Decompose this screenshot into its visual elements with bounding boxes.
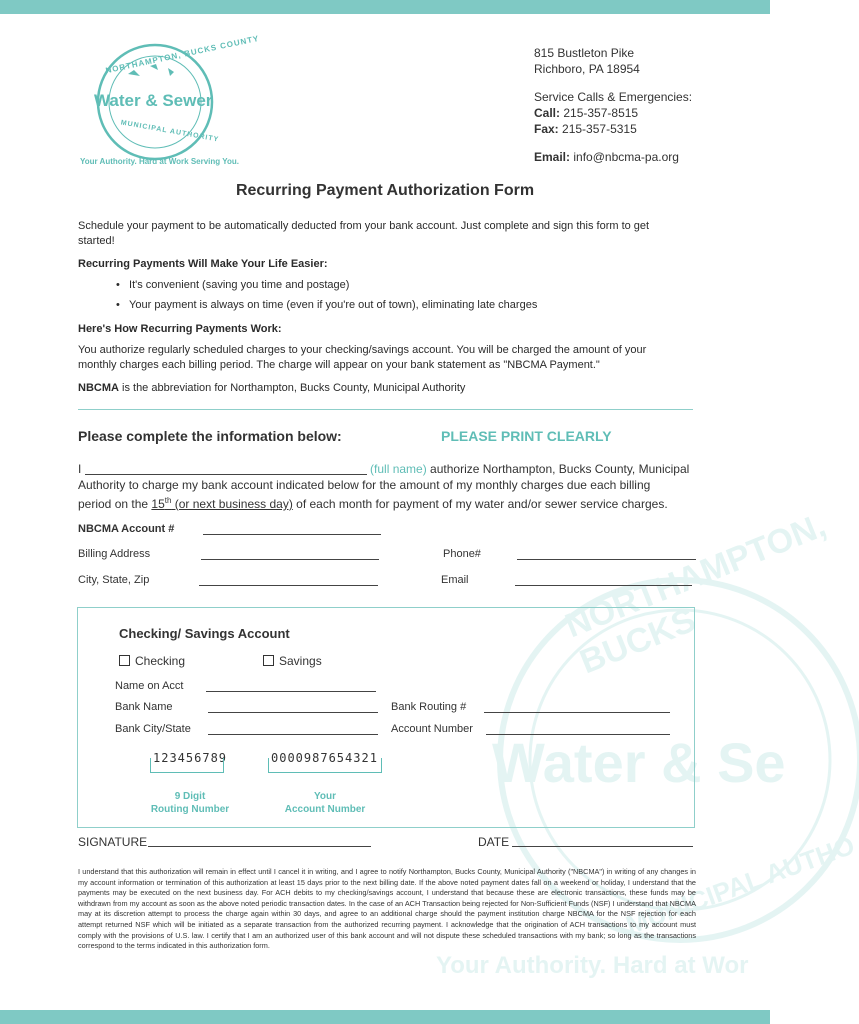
savings-checkbox[interactable] xyxy=(263,655,274,666)
checking-option[interactable] xyxy=(119,654,185,668)
benefit-item: • It's convenient (saving you time and postage) xyxy=(116,279,350,291)
logo-bottom-text: MUNICIPAL AUTHORITY xyxy=(120,119,220,144)
account-number-input[interactable] xyxy=(486,734,670,735)
billing-label: Billing Address xyxy=(78,548,151,560)
watermark-tagline: Your Authority. Hard at Wor xyxy=(436,952,749,979)
bank-city-input[interactable] xyxy=(208,734,378,735)
how-heading: Here's How Recurring Payments Work: xyxy=(78,323,282,335)
email-field-label: Email xyxy=(441,574,469,586)
phone-label: Phone# xyxy=(443,548,481,560)
routing-bracket xyxy=(150,758,224,773)
routing-caption xyxy=(140,790,240,816)
authorization-line-1 xyxy=(78,461,689,477)
fax-line xyxy=(534,121,692,137)
authorization-line-2: Authority to charge my bank account indicated below for the amount of my monthly charges due each billing xyxy=(78,478,651,492)
bank-name-label: Bank Name xyxy=(115,701,173,713)
logo-arc-text: NORTHAMPTON, BUCKS COUNTY xyxy=(104,33,261,76)
billing-day-next: (or next business day) xyxy=(171,497,293,511)
abbr-label: NBCMA xyxy=(78,382,119,394)
email-value[interactable]: info@nbcma-pa.org xyxy=(573,150,679,164)
checking-checkbox[interactable] xyxy=(119,655,130,666)
account-caption-line-2: Account Number xyxy=(284,804,366,815)
logo-name: Water & Sewer xyxy=(94,91,213,110)
disclaimer-text: I understand that this authorization will remain in effect until I cancel it in writing, and I agree to notify Northampton, Bucks County, Municipal Authority ("NBCMA") in writing of any changes in my account information or termination of this authorization at least 15 days prior to the next billing date. If the above noted payment dates fall on a weekend or holiday, I understand that the payments may be executed on the next business day. For ACH debits to my checking/savings account, I understand that because these are electronic transactions, these funds may be withdrawn from my account as soon as the above noted periodic transaction dates. In the case of an ACH Transaction being rejected for Non-Sufficient Funds (NSF) I understand that NBCMA may at its discretion attempt to process the charge again within 30 days, and agree to an additional charge should the payment institution charge NBCMA for the NSF rejection for each attempt returned NSF which will be initiated as a separate transaction from the authorized recurring payment. I acknowledge that the origination of ACH transactions to my account must comply with the provisions of U.S. law. I certify that I am an authorized user of this bank account and will not dispute these scheduled transactions with my bank; so long as the transactions correspond to the terms indicated in this authorization form. xyxy=(78,867,696,951)
benefit-text: It's convenient (saving you time and postage) xyxy=(129,279,350,291)
savings-label: Savings xyxy=(279,654,322,668)
city-label: City, State, Zip xyxy=(78,574,150,586)
signature-input[interactable] xyxy=(148,846,371,847)
authorization-line-3 xyxy=(78,493,668,512)
checking-label: Checking xyxy=(135,654,186,668)
call-line xyxy=(534,105,692,121)
call-label: Call: xyxy=(534,106,561,120)
auth-i: I xyxy=(78,462,82,476)
name-on-acct-label: Name on Acct xyxy=(115,680,184,692)
call-value: 215-357-8515 xyxy=(563,106,639,120)
abbr-line xyxy=(78,381,465,396)
benefit-text: Your payment is always on time (even if you're out of town), eliminating late charges xyxy=(129,299,538,311)
bank-routing-input[interactable] xyxy=(484,712,670,713)
complete-heading: Please complete the information below: xyxy=(78,428,342,444)
benefit-item: • Your payment is always on time (even if you're out of town), eliminating late charges xyxy=(116,299,538,311)
date-label: DATE xyxy=(478,835,510,849)
bank-routing-label: Bank Routing # xyxy=(391,701,467,713)
account-caption-line-1: Your xyxy=(313,791,337,802)
email-label: Email: xyxy=(534,150,571,164)
signature-label: SIGNATURE xyxy=(78,835,148,849)
benefits-heading: Recurring Payments Will Make Your Life Easier: xyxy=(78,258,328,270)
full-name-hint: (full name) xyxy=(370,462,427,476)
address-line-2: Richboro, PA 18954 xyxy=(534,62,640,76)
auth-line3-post: of each month for payment of my water and/or sewer service charges. xyxy=(292,497,668,511)
watermark-name: Water & Se xyxy=(492,731,786,794)
intro-text: Schedule your payment to be automatically deducted from your bank account. Just complete and sign this form to get started! xyxy=(78,220,650,247)
billing-day xyxy=(151,497,292,511)
billing-day-number: 15 xyxy=(151,497,165,511)
account-number-label: Account Number xyxy=(391,723,473,735)
account-bracket xyxy=(268,758,382,773)
contact-block xyxy=(534,45,692,165)
billing-address-input[interactable] xyxy=(201,559,379,560)
email-line xyxy=(534,149,692,165)
date-input[interactable] xyxy=(512,846,693,847)
abbr-text: is the abbreviation for Northampton, Bucks County, Municipal Authority xyxy=(118,382,466,394)
routing-caption-line-2: Routing Number xyxy=(150,804,230,815)
service-label: Service Calls & Emergencies: xyxy=(534,90,693,104)
account-number-sample: 0000987654321 xyxy=(271,751,378,765)
print-clearly: PLEASE PRINT CLEARLY xyxy=(441,428,612,444)
savings-option[interactable] xyxy=(263,654,322,668)
fax-value: 215-357-5315 xyxy=(562,122,637,136)
tagline: Your Authority. Hard at Work Serving You. xyxy=(80,157,239,166)
auth-line3-pre: period on the xyxy=(78,497,152,511)
bank-name-input[interactable] xyxy=(208,712,378,713)
email-input[interactable] xyxy=(515,585,692,586)
how-text: You authorize regularly scheduled charges to your checking/savings account. You will be charged the amount of your monthly charges each billing period. The charge will appear on your bank statement as "NBCMA Payment." xyxy=(78,344,647,371)
account-caption xyxy=(270,790,380,816)
watermark-arc-text: NORTHAMPTON, BUCKS xyxy=(560,506,832,682)
billing-day-suffix: th xyxy=(164,496,172,505)
account-input[interactable] xyxy=(203,534,381,535)
form-title: Recurring Payment Authorization Form xyxy=(235,182,535,199)
top-color-bar xyxy=(0,0,770,14)
section-divider xyxy=(78,409,693,410)
account-label: NBCMA Account # xyxy=(78,523,175,535)
phone-input[interactable] xyxy=(517,559,696,560)
full-name-field[interactable] xyxy=(85,462,367,475)
watermark-bottom-text: MUNICIPAL AUTHO xyxy=(621,829,859,941)
name-on-acct-input[interactable] xyxy=(206,691,376,692)
fax-label: Fax: xyxy=(534,122,559,136)
address-line-1: 815 Bustleton Pike xyxy=(534,46,635,60)
routing-caption-line-1: 9 Digit xyxy=(174,791,206,802)
bank-city-label: Bank City/State xyxy=(115,723,191,735)
bottom-color-bar xyxy=(0,1010,770,1024)
logo xyxy=(90,33,261,170)
bank-heading: Checking/ Savings Account xyxy=(119,626,290,641)
auth-after: authorize Northampton, Bucks County, Municipal xyxy=(426,462,690,476)
city-state-zip-input[interactable] xyxy=(199,585,378,586)
routing-number-sample: 123456789 xyxy=(153,751,228,765)
